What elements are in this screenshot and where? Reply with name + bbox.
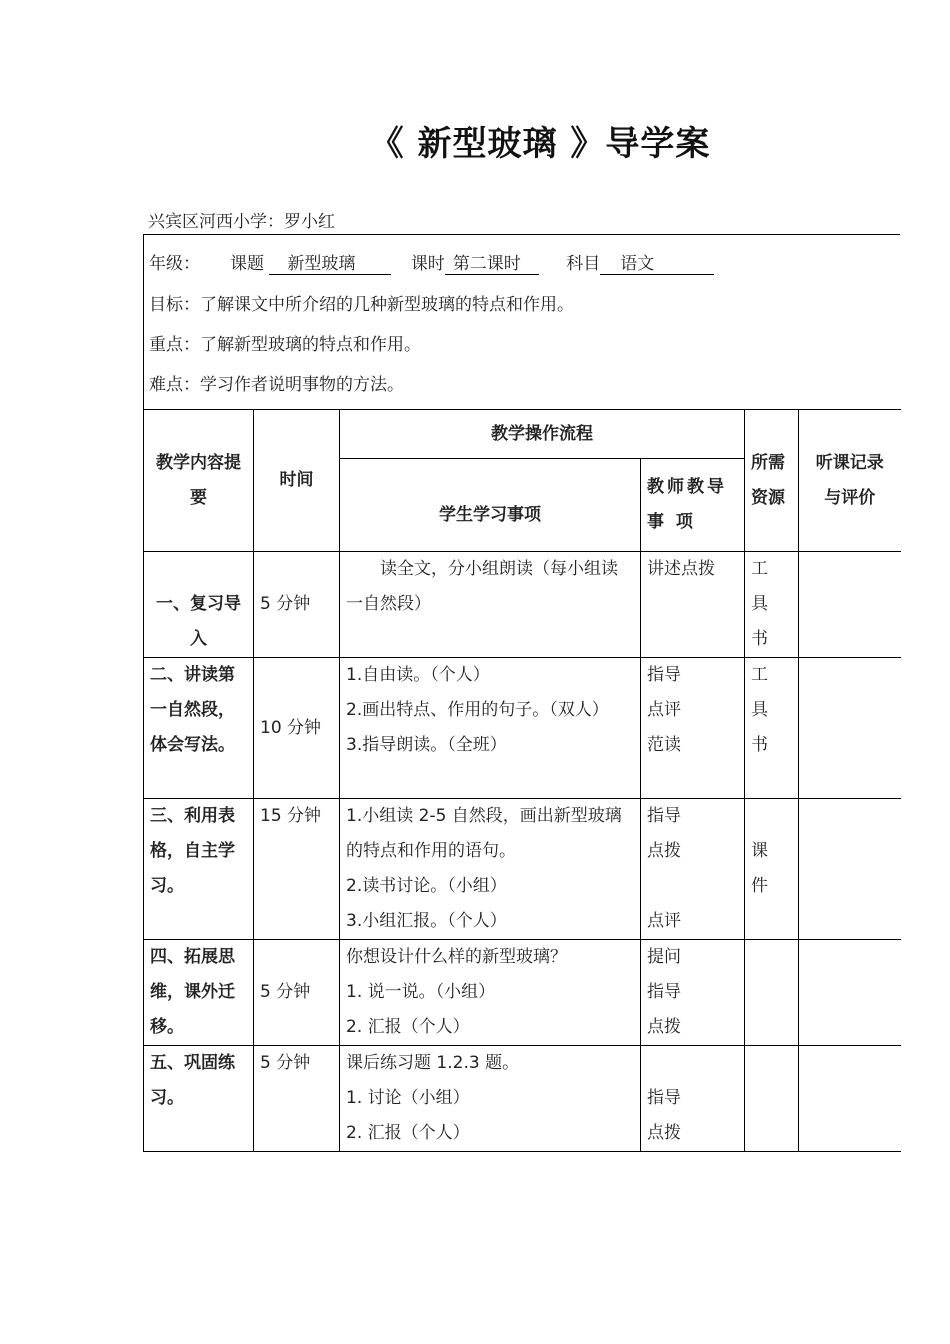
table-row	[144, 1046, 901, 1152]
document-title: 《 新型玻璃 》导学案	[369, 124, 711, 164]
student-line: 3.小组汇报。（个人）	[346, 911, 507, 931]
resource-line: 件	[751, 876, 768, 896]
header-process: 教学操作流程	[340, 410, 745, 459]
cell-resource	[745, 658, 799, 799]
table-row	[144, 940, 901, 1046]
header-student: 学生学习事项	[340, 459, 641, 552]
teacher-line: 提问	[647, 947, 681, 967]
cell-record	[799, 1046, 901, 1152]
cell-record	[799, 799, 901, 940]
cell-student	[340, 1046, 641, 1152]
subject-label: 科目	[566, 254, 601, 274]
teacher-line: 点评	[647, 700, 681, 720]
resource-line: 工	[751, 665, 768, 685]
cell-content: 四、拓展思维，课外迁移。	[144, 940, 254, 1046]
cell-teacher	[641, 799, 745, 940]
table-row	[144, 799, 901, 940]
student-line: 2. 汇报（个人）	[346, 1123, 470, 1143]
header-content: 教学内容提要	[144, 410, 254, 552]
teaching-flow-table	[143, 409, 901, 1152]
topic-value: 新型玻璃	[269, 254, 391, 275]
student-line: 1.自由读。（个人）	[346, 665, 490, 685]
student-line: 2.读书讨论。（小组）	[346, 876, 507, 896]
teacher-line: 指导	[647, 806, 681, 826]
resource-line: 书	[751, 629, 768, 649]
teacher-line: 点拨	[647, 841, 681, 861]
student-line: 2. 汇报（个人）	[346, 1017, 470, 1037]
cell-student	[340, 799, 641, 940]
teacher-line: 指导	[647, 1088, 681, 1108]
resource-line: 课	[751, 841, 768, 861]
cell-resource	[745, 1046, 799, 1152]
resource-line: 具	[751, 594, 768, 614]
cell-resource	[745, 552, 799, 658]
table-body	[144, 552, 901, 1152]
header-resource: 所需资源	[745, 410, 799, 552]
cell-teacher	[641, 1046, 745, 1152]
header-time: 时间	[254, 410, 340, 552]
teacher-line: 讲述点拨	[647, 559, 715, 579]
lesson-info-box	[143, 234, 900, 410]
resource-line: 具	[751, 700, 768, 720]
cell-student	[340, 658, 641, 799]
cell-content: 二、讲读第一自然段，体会写法。	[144, 658, 254, 799]
table-row	[144, 658, 901, 799]
cell-content: 一、复习导入	[144, 552, 254, 658]
grade-label: 年级：	[149, 254, 200, 274]
cell-record	[799, 552, 901, 658]
resource-line	[751, 799, 792, 834]
cell-content: 五、巩固练习。	[144, 1046, 254, 1152]
cell-teacher	[641, 940, 745, 1046]
student-line: 2.画出特点、作用的句子。（双人）	[346, 700, 609, 720]
teacher-line	[647, 869, 738, 904]
period-value: 第二课时	[445, 254, 539, 275]
cell-time: 10 分钟	[254, 658, 340, 799]
teacher-line: 指导	[647, 665, 681, 685]
student-line: 1.小组读 2-5 自然段，画出新型玻璃的特点和作用的语句。	[346, 806, 622, 861]
student-line: 1. 讨论（小组）	[346, 1088, 470, 1108]
cell-resource	[745, 799, 799, 940]
header-teacher: 教师教导事 项	[641, 459, 745, 552]
lesson-meta-row	[149, 249, 714, 275]
cell-time: 5 分钟	[254, 1046, 340, 1152]
student-line: 1. 说一说。（小组）	[346, 982, 496, 1002]
cell-student	[340, 552, 641, 658]
student-line: 读全文，分小组朗读（每小组读一自然段）	[346, 559, 618, 614]
resource-line: 工	[751, 559, 768, 579]
cell-teacher	[641, 658, 745, 799]
author-line: 兴宾区河西小学：罗小红	[148, 212, 335, 232]
cell-time: 5 分钟	[254, 552, 340, 658]
goal-text: 目标：了解课文中所介绍的几种新型玻璃的特点和作用。	[149, 295, 574, 315]
cell-time: 5 分钟	[254, 940, 340, 1046]
teacher-line: 指导	[647, 982, 681, 1002]
cell-content: 三、利用表格，自主学习。	[144, 799, 254, 940]
cell-teacher	[641, 552, 745, 658]
cell-student	[340, 940, 641, 1046]
cell-time: 15 分钟	[254, 799, 340, 940]
header-record: 听课记录与评价	[799, 410, 901, 552]
teacher-line	[647, 1046, 738, 1081]
cell-record	[799, 940, 901, 1046]
table-row	[144, 552, 901, 658]
student-line: 你想设计什么样的新型玻璃？	[346, 947, 567, 967]
cell-resource	[745, 940, 799, 1046]
student-line: 3.指导朗读。（全班）	[346, 735, 507, 755]
teacher-line: 点拨	[647, 1017, 681, 1037]
topic-label: 课题	[230, 254, 264, 274]
teacher-line: 点拨	[647, 1123, 681, 1143]
teacher-line: 范读	[647, 735, 681, 755]
key-point-text: 重点：了解新型玻璃的特点和作用。	[149, 335, 421, 355]
period-label: 课时	[410, 254, 445, 274]
teacher-line: 点评	[647, 911, 681, 931]
cell-record	[799, 658, 901, 799]
student-line: 课后练习题 1.2.3 题。	[346, 1053, 520, 1073]
difficulty-text: 难点：学习作者说明事物的方法。	[149, 375, 404, 395]
resource-line: 书	[751, 735, 768, 755]
subject-value: 语文	[600, 254, 714, 275]
